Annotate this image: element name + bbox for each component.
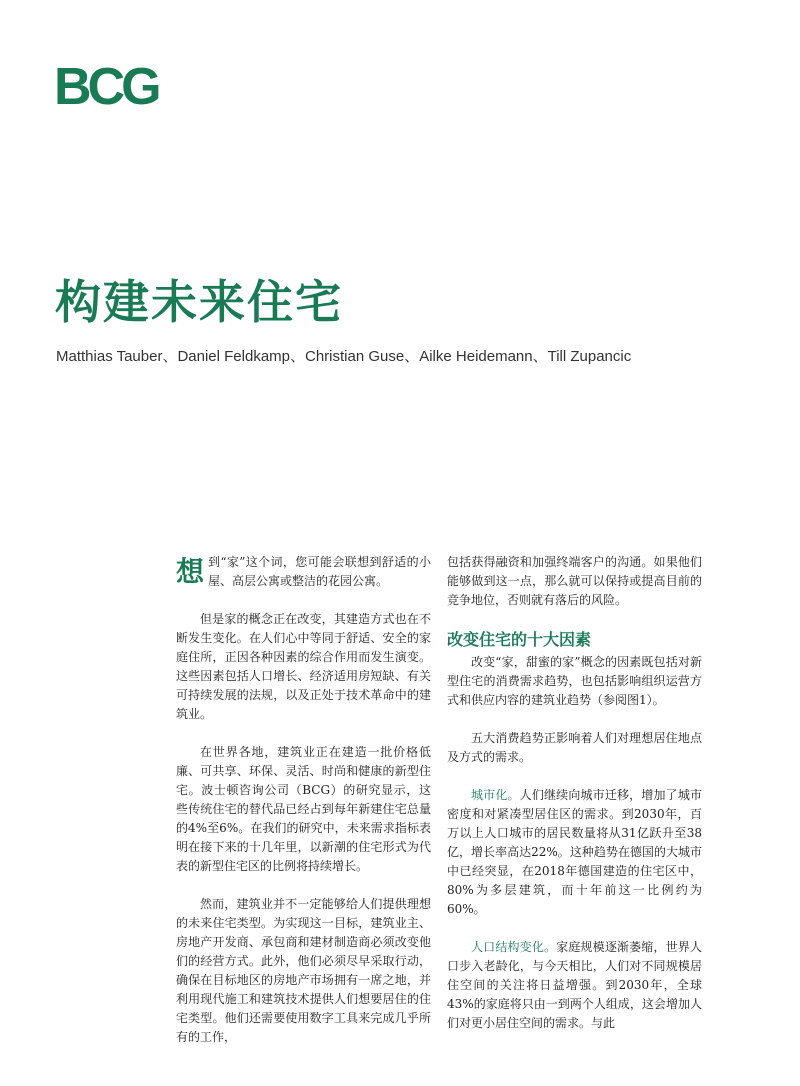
- section-heading: 改变住宅的十大因素: [447, 630, 592, 649]
- body-paragraph: 但是家的概念正在改变，其建造方式也在不断发生变化。在人们心中等同于舒适、安全的家庭住所，正因各种因素的综合作用而发生演变。这些因素包括人口增长、经济适用房短缺、有关可持续发展的法规，以及正处于技术革命中的建筑业。: [176, 612, 431, 721]
- body-paragraph: 五大消费趋势正影响着人们对理想居住地点及方式的需求。: [447, 731, 702, 764]
- right-column: [447, 553, 702, 1052]
- urbanization-lead: 城市化。: [471, 788, 520, 802]
- demographics-text: 家庭规模逐渐萎缩，世界人口步入老龄化，与今天相比，人们对不同规模居住空间的关注将日益增强。到2030年，全球43%的家庭将只由一到两个人组成，这会增加人们对更小居住空间的需求。与此: [447, 940, 702, 1030]
- bcg-logo: BCG: [54, 58, 158, 116]
- intro-paragraph: [176, 553, 431, 591]
- page-title: 构建未来住宅: [55, 275, 343, 329]
- demographics-lead: 人口结构变化。: [471, 940, 557, 954]
- urbanization-paragraph: [447, 786, 702, 919]
- drop-cap: 想: [176, 555, 205, 588]
- body-paragraph: 在世界各地，建筑业正在建造一批价格低廉、可共享、环保、灵活、时尚和健康的新型住宅。波士顿咨询公司（BCG）的研究显示，这些传统住宅的替代品已经占到每年新建住宅总量的4%至6%。在我们的研究中，未来需求指标表明在接下来的十几年里，以新潮的住宅形式为代表的新型住宅区的比例将持续增长。: [176, 745, 431, 873]
- left-column: [176, 553, 431, 1066]
- authors-line: Matthias Tauber、Daniel Feldkamp、Christian Guse、Ailke Heidemann、Till Zupancic: [56, 348, 632, 365]
- demographics-paragraph: [447, 938, 702, 1033]
- body-paragraph: 包括获得融资和加强终端客户的沟通。如果他们能够做到这一点，那么就可以保持或提高目前的竞争地位，否则就有落后的风险。: [447, 555, 702, 607]
- body-paragraph: 然而，建筑业并不一定能够给人们提供理想的未来住宅类型。为实现这一目标，建筑业主、房地产开发商、承包商和建材制造商必须改变他们的经营方式。此外，他们必须尽早采取行动，确保在目标地区的房地产市场拥有一席之地，并利用现代施工和建筑技术提供人们想要居住的住宅类型。他们还需要使用数字工具来完成几乎所有的工作，: [176, 897, 431, 1044]
- body-paragraph: 改变“家，甜蜜的家”概念的因素既包括对新型住宅的消费需求趋势，也包括影响组织运营方式和供应内容的建筑业趋势（参阅图1）。: [447, 655, 702, 707]
- intro-text: 到“家”这个词，您可能会联想到舒适的小屋、高层公寓或整洁的花园公寓。: [208, 555, 431, 588]
- urbanization-text: 人们继续向城市迁移，增加了城市密度和对紧凑型居住区的需求。到2030年，百万以上人口城市的居民数量将从31亿跃升至38亿，增长率高达22%。这种趋势在德国的大城市中已经突显，在2018年德国建造的住宅区中，80%为多层建筑，而十年前这一比例约为60%。: [447, 788, 702, 916]
